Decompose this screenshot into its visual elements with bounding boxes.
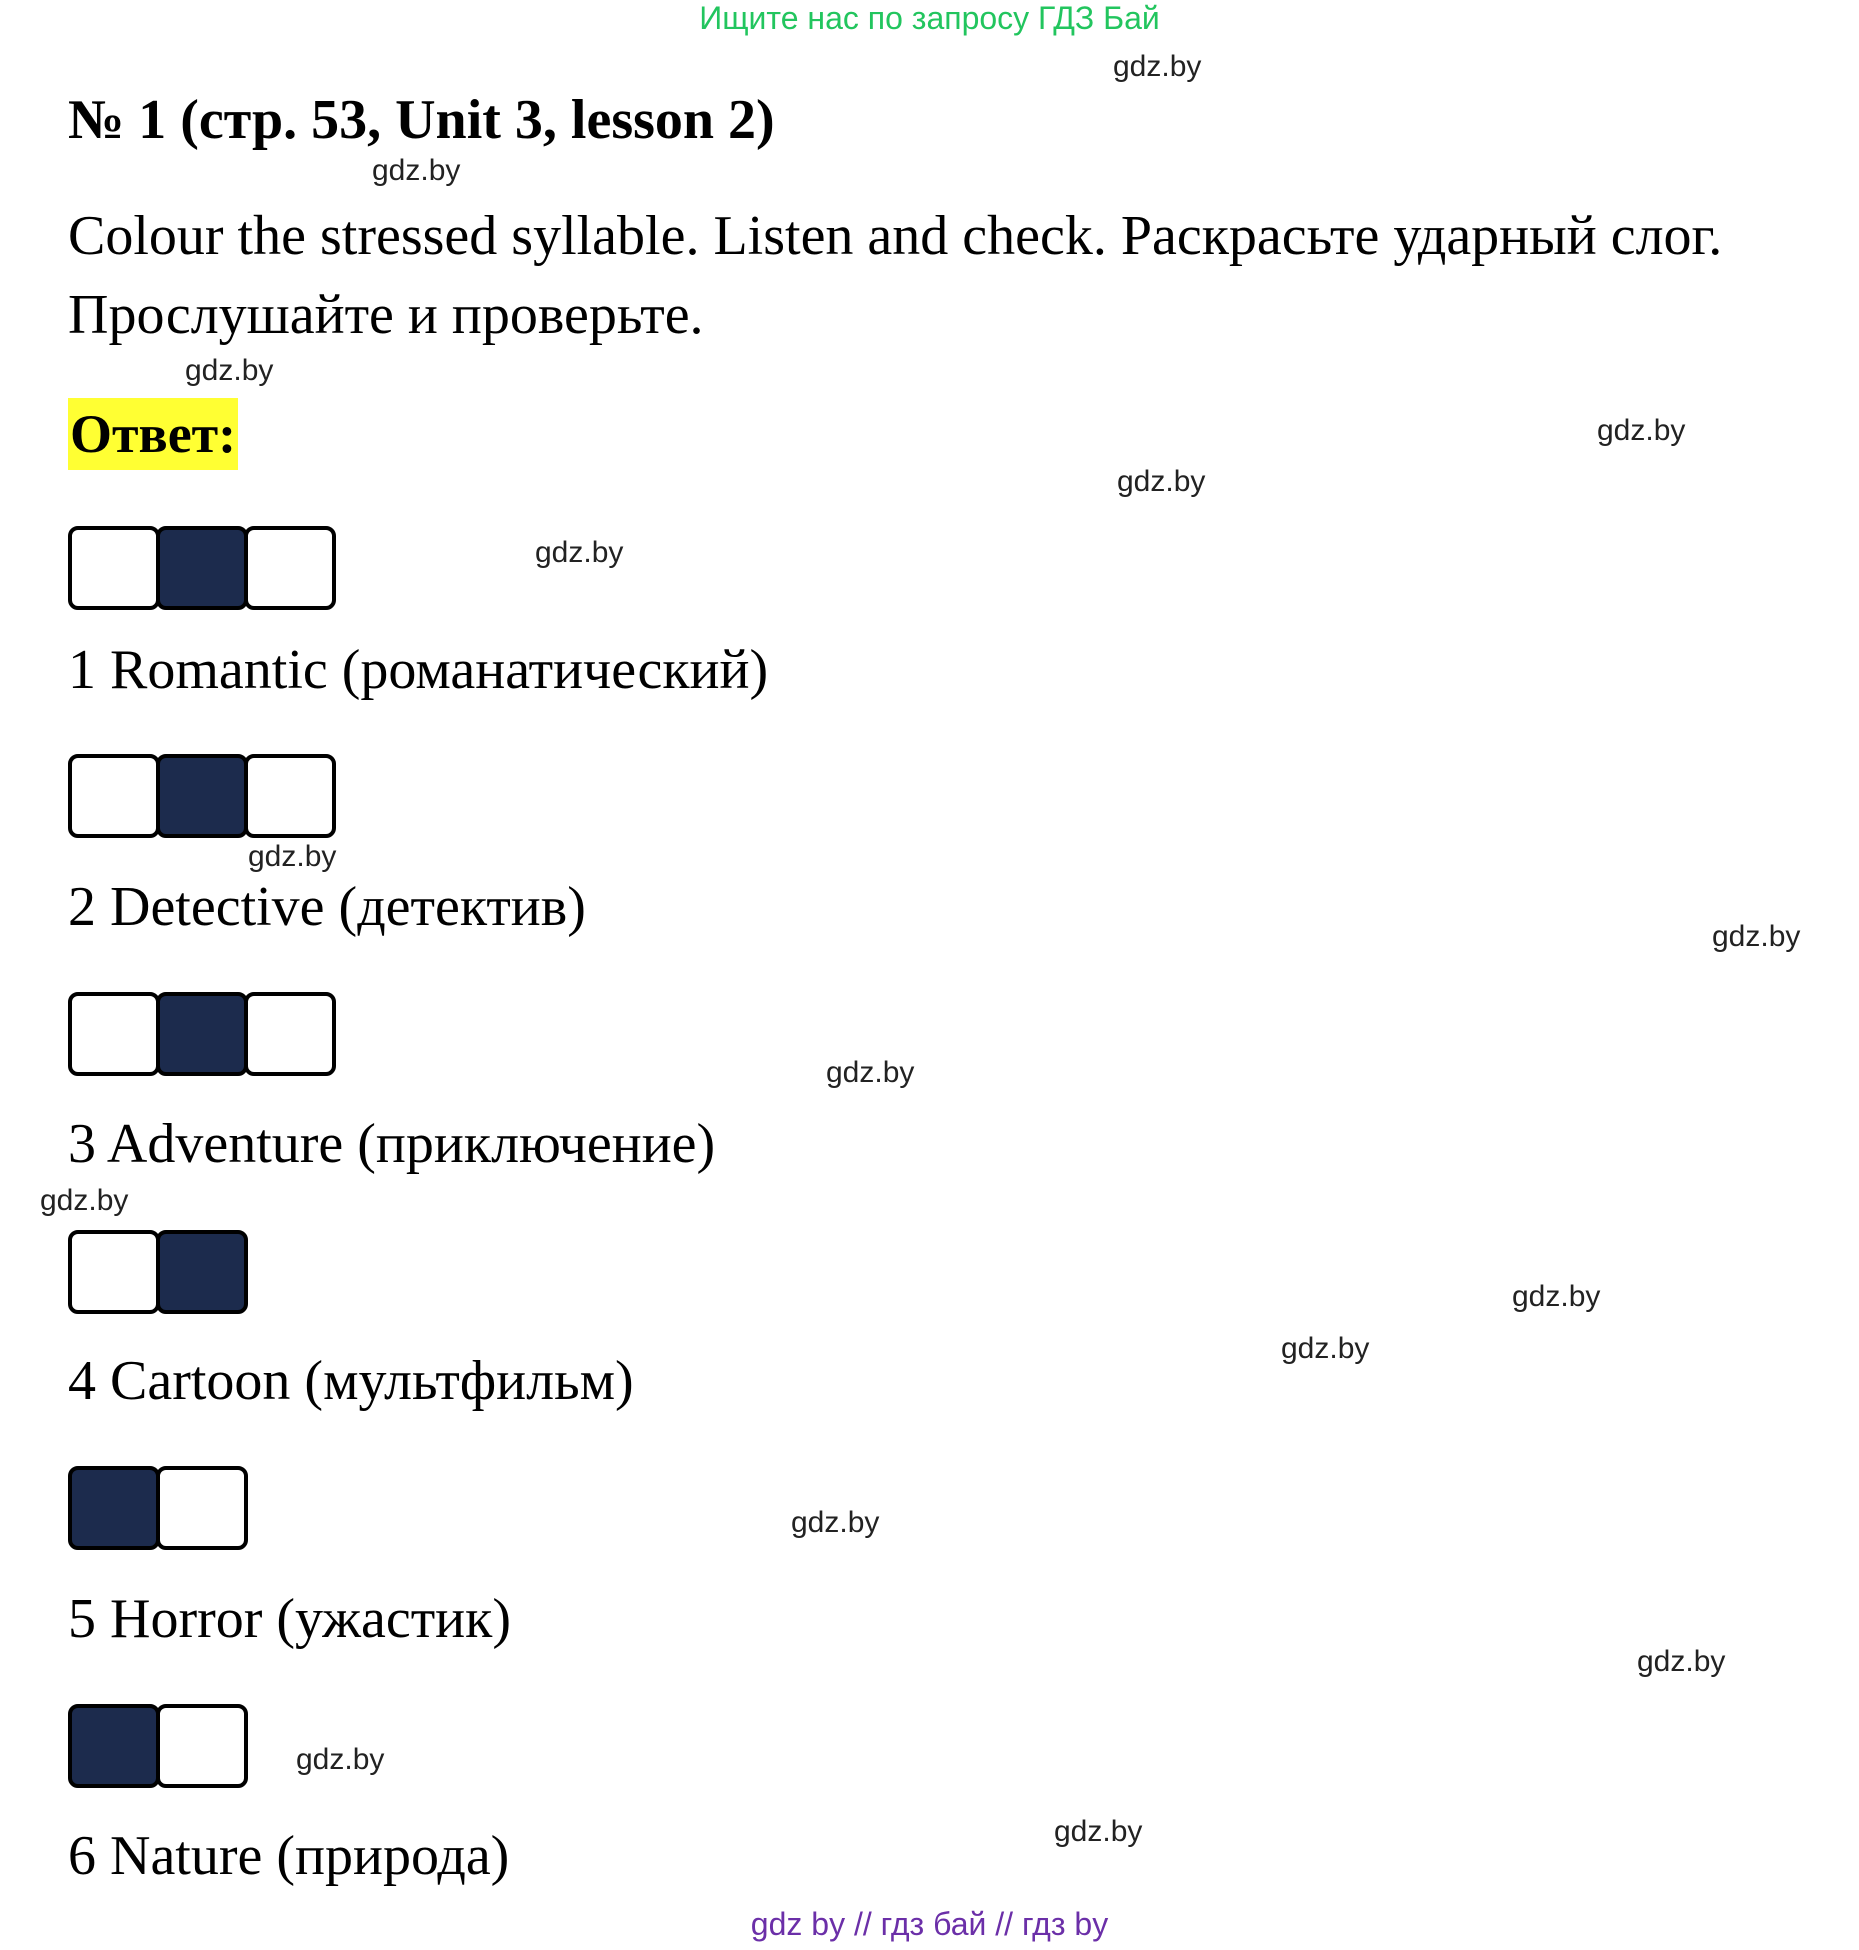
watermark: gdz.by — [1117, 465, 1206, 498]
syllable-boxes-5 — [68, 1466, 244, 1548]
word-item-2: 2 Detective (детектив) — [68, 876, 586, 938]
syllable-box — [68, 992, 160, 1076]
stressed-syllable-box — [156, 754, 248, 838]
watermark: gdz.by — [535, 536, 624, 569]
syllable-box — [156, 1466, 248, 1550]
syllable-box — [244, 754, 336, 838]
watermark: gdz.by — [791, 1506, 880, 1539]
watermark: gdz.by — [1637, 1645, 1726, 1678]
syllable-boxes-6 — [68, 1704, 244, 1786]
watermark: gdz.by — [1597, 414, 1686, 447]
word-item-1: 1 Romantic (романатический) — [68, 639, 769, 701]
watermark: gdz.by — [40, 1184, 129, 1217]
word-item-3: 3 Adventure (приключение) — [68, 1113, 716, 1175]
syllable-boxes-4 — [68, 1230, 244, 1312]
syllable-box — [156, 1704, 248, 1788]
syllable-box — [68, 526, 160, 610]
syllable-box — [244, 992, 336, 1076]
syllable-box — [244, 526, 336, 610]
watermark: gdz.by — [1281, 1332, 1370, 1365]
footer-links: gdz by // гдз бай // гдз by — [750, 1906, 1109, 1942]
search-banner: Ищите нас по запросу ГДЗ Бай — [699, 0, 1160, 36]
word-item-4: 4 Cartoon (мультфильм) — [68, 1350, 634, 1412]
stressed-syllable-box — [68, 1704, 160, 1788]
watermark: gdz.by — [185, 354, 274, 387]
exercise-title: № 1 (стр. 53, Unit 3, lesson 2) — [68, 89, 775, 151]
watermark: gdz.by — [1113, 50, 1202, 83]
watermark: gdz.by — [248, 840, 337, 873]
syllable-box — [68, 754, 160, 838]
instruction-line-2: Прослушайте и проверьте. — [68, 284, 704, 346]
watermark: gdz.by — [372, 154, 461, 187]
syllable-box — [68, 1230, 160, 1314]
stressed-syllable-box — [156, 1230, 248, 1314]
syllable-boxes-3 — [68, 992, 332, 1074]
word-item-6: 6 Nature (природа) — [68, 1825, 510, 1887]
word-item-5: 5 Horror (ужастик) — [68, 1588, 511, 1650]
watermark: gdz.by — [1712, 920, 1801, 953]
watermark: gdz.by — [826, 1056, 915, 1089]
watermark: gdz.by — [1054, 1815, 1143, 1848]
stressed-syllable-box — [156, 992, 248, 1076]
instruction-line-1: Colour the stressed syllable. Listen and check. Раскрасьте ударный слог. — [68, 205, 1723, 267]
syllable-boxes-1 — [68, 526, 332, 608]
watermark: gdz.by — [1512, 1280, 1601, 1313]
syllable-boxes-2 — [68, 754, 332, 836]
answer-label: Ответ: — [68, 398, 238, 470]
stressed-syllable-box — [156, 526, 248, 610]
stressed-syllable-box — [68, 1466, 160, 1550]
watermark: gdz.by — [296, 1743, 385, 1776]
